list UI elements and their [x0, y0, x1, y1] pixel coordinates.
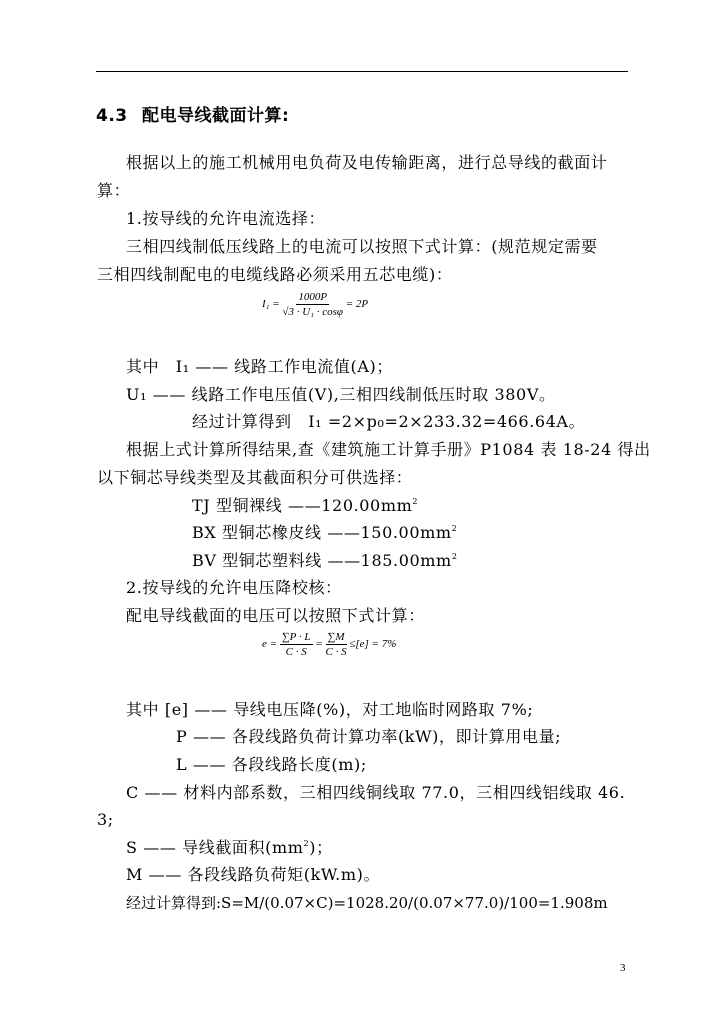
definition-s-end: )；: [309, 838, 333, 857]
paragraph-2: 三相四线制低压线路上的电流可以按照下式计算：(规范规定需要: [126, 237, 598, 256]
formula-current-rhs: = 2P: [345, 298, 369, 311]
formula-voltage-equals: =: [315, 638, 323, 651]
formula-current: [262, 291, 368, 318]
superscript-2: 2: [412, 497, 419, 506]
superscript-2: 2: [451, 552, 458, 561]
formula-current-lhs: I₁ =: [262, 298, 280, 311]
definition-u1: U₁ —— 线路工作电压值(V),三相四线制低压时取 380V。: [126, 385, 556, 404]
item-2-heading: 2.按导线的允许电压降校核：: [126, 578, 342, 597]
option-bx: [192, 523, 457, 543]
item-1-heading: 1.按导线的允许电流选择：: [126, 209, 326, 228]
section-title: 配电导线截面计算:: [142, 106, 290, 126]
definition-m: M —— 各段线路负荷矩(kW.m)。: [126, 865, 381, 884]
paragraph-2-cont: 三相四线制配电的电缆线路必须采用五芯电缆)：: [97, 265, 453, 284]
header-rule: [96, 71, 628, 72]
definition-c: C —— 材料内部系数，三相四线铜线取 77.0，三相四线铝线取 46.: [126, 783, 626, 802]
superscript-2: 2: [303, 839, 310, 848]
definition-c-cont: 3;: [97, 810, 114, 829]
formula-voltage-numerator-2: ∑M: [327, 631, 345, 643]
formula-voltage-denominator-1: C · S: [285, 646, 307, 658]
superscript-2: 2: [451, 524, 458, 533]
page-number: 3: [620, 962, 626, 974]
definition-p: P —— 各段线路负荷计算功率(kW)，即计算用电量;: [176, 727, 562, 746]
paragraph-4: 配电导线截面的电压可以按照下式计算：: [126, 606, 425, 625]
definition-e: 其中 [e] —— 导线电压降(%)，对工地临时网路取 7%;: [126, 700, 534, 719]
calculation-current: 经过计算得到 I₁ =2×p₀=2×233.32=466.64A。: [192, 412, 586, 431]
calculation-section: 经过计算得到:S=M/(0.07×C)=1028.20/(0.07×77.0)/100=1.908m: [126, 894, 608, 912]
paragraph-1-cont: 算：: [97, 181, 131, 200]
definition-i1: 其中 I₁ —— 线路工作电流值(A)；: [126, 357, 393, 376]
formula-voltage-fraction-2: [325, 631, 346, 658]
definition-s-text: S —— 导线截面积(mm: [126, 838, 304, 857]
formula-voltage-numerator-1: ∑P · L: [281, 631, 311, 643]
paragraph-1: 根据以上的施工机械用电负荷及电传输距离，进行总导线的截面计: [126, 153, 608, 172]
option-bv: [192, 551, 458, 571]
section-number: 4.3: [96, 106, 128, 126]
option-tj: [192, 496, 418, 516]
formula-current-numerator: 1000P: [298, 291, 328, 303]
paragraph-3-cont: 以下铜芯导线类型及其截面积分可供选择：: [97, 468, 413, 487]
formula-voltage-fraction-1: [280, 631, 313, 658]
formula-current-denominator: √3 · U₁ · cosφ: [282, 306, 343, 318]
definition-s: [126, 838, 333, 858]
option-tj-text: TJ 型铜裸线 ——120.00mm: [192, 496, 413, 515]
paragraph-3: 根据上式计算所得结果,查《建筑施工计算手册》P1084 表 18-24 得出: [126, 440, 651, 459]
formula-voltage-drop: [262, 631, 396, 658]
formula-voltage-rhs: ≤[e] = 7%: [349, 638, 397, 651]
option-bv-text: BV 型铜芯塑料线 ——185.00mm: [192, 551, 452, 570]
formula-voltage-lhs: e =: [262, 638, 278, 651]
formula-voltage-denominator-2: C · S: [325, 646, 347, 658]
formula-current-fraction: [282, 291, 343, 318]
section-heading: [96, 106, 289, 126]
definition-l: L —— 各段线路长度(m);: [176, 755, 367, 774]
option-bx-text: BX 型铜芯橡皮线 ——150.00mm: [192, 523, 452, 542]
